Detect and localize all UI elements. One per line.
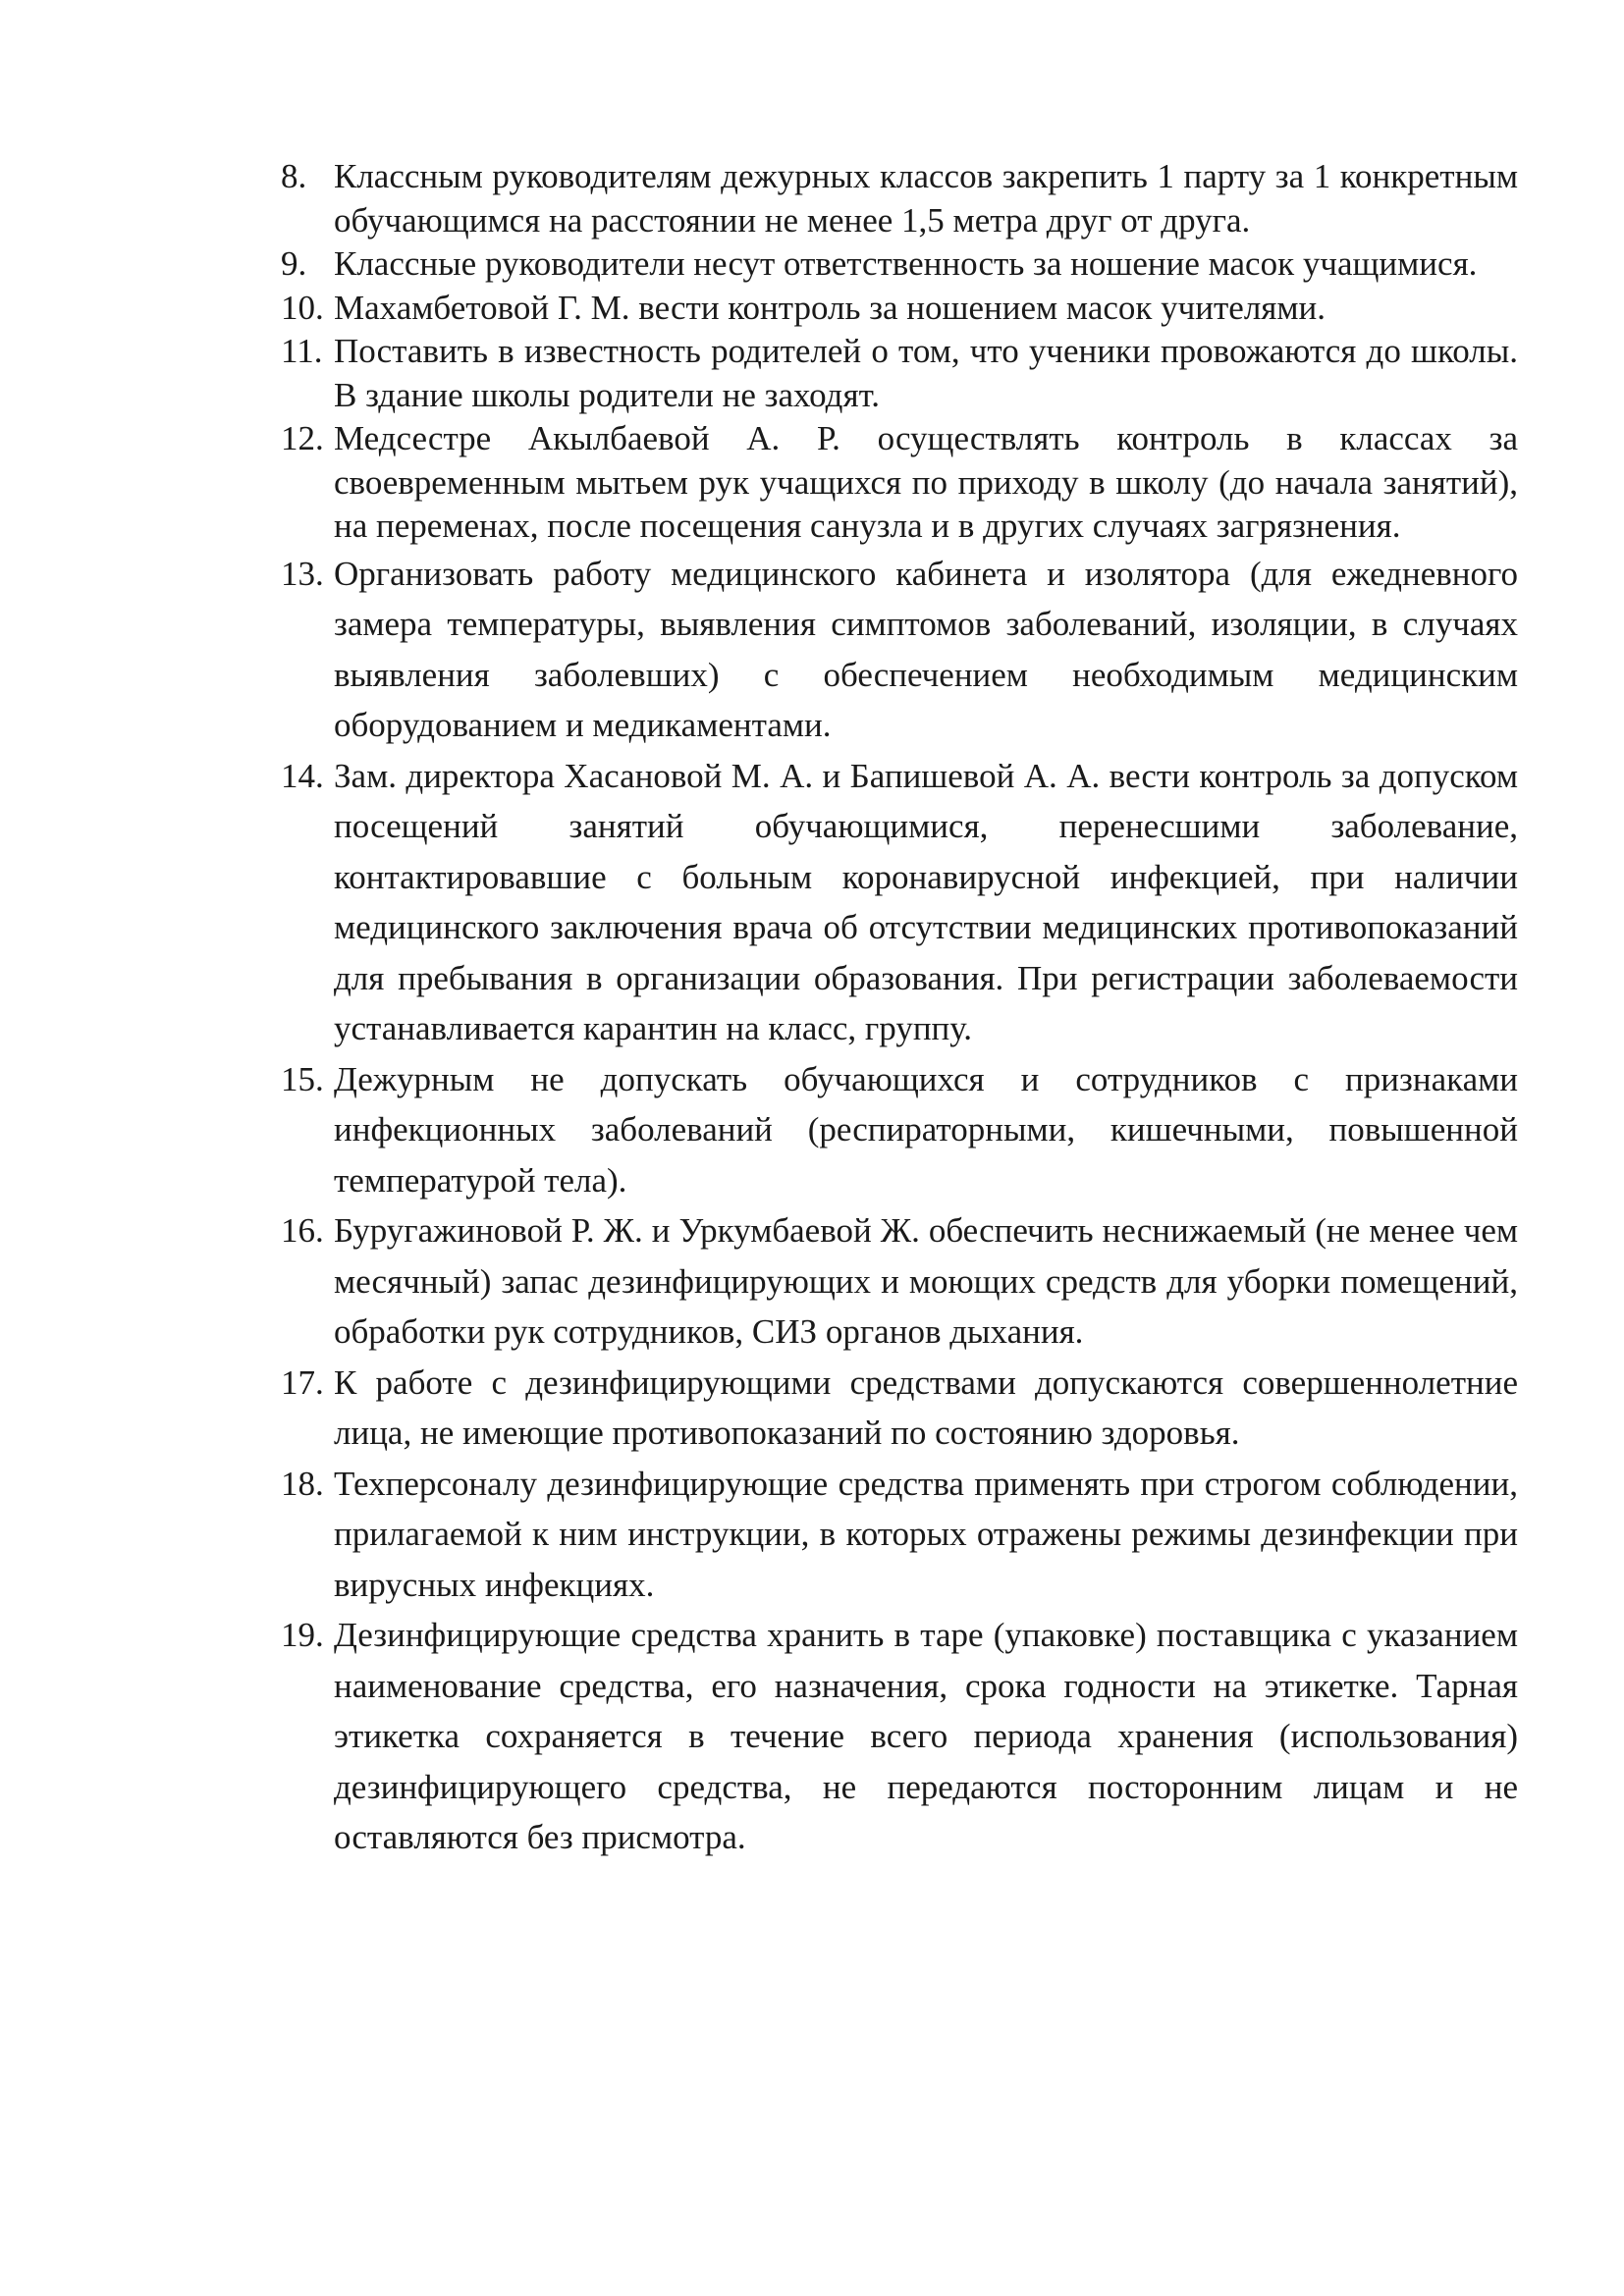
numbered-list [281,155,1518,1863]
item-number: 19. [281,1616,324,1654]
item-number: 8. [281,157,307,195]
item-number: 18. [281,1464,324,1503]
list-item-12 [281,417,1518,549]
list-item-9 [281,242,1518,287]
list-item-14 [281,751,1518,1054]
item-number: 9. [281,244,307,283]
item-number: 12. [281,419,324,457]
list-item-16 [281,1205,1518,1358]
item-text: Организовать работу медицинского кабинета и изолятора (для ежедневного замера температуры, выявления симптомов заболеваний, изоляции, в случаях выявления заболевших) с обеспечением необходимым медицинским оборудованием и медикаментами. [334,554,1518,744]
list-item-18 [281,1459,1518,1611]
list-item-13 [281,549,1518,751]
item-number: 17. [281,1362,324,1402]
item-text: Классные руководители несут ответственность за ношение масок учащимися. [334,244,1478,283]
list-item-8 [281,155,1518,242]
list-item-11 [281,330,1518,417]
item-number: 14. [281,756,324,795]
item-text: Поставить в известность родителей о том, что ученики провожаются до школы. В здание школы родители не заходят. [334,332,1518,414]
item-text: Техперсоналу дезинфицирующие средства применять при строгом соблюдении, прилагаемой к ним инструкции, в которых отражены режимы дезинфекции при вирусных инфекциях. [334,1464,1518,1604]
list-item-10 [281,287,1518,331]
item-text: Медсестре Акылбаевой А. Р. осуществлять контроль в классах за своевременным мытьем рук учащихся по приходу в школу (до начала занятий), на переменах, после посещения санузла и в других случаях загрязнения. [334,419,1518,545]
list-item-17 [281,1358,1518,1459]
item-text: Зам. директора Хасановой М. А. и Бапишевой А. А. вести контроль за допуском посещений занятий обучающимися, перенесшими заболевание, контактировавшие с больным коронавирусной инфекцией, при наличии медицинского заключения врача об отсутствии медицинских противопоказаний для пребывания в организации образования. При регистрации заболеваемости устанавливается карантин на класс, группу. [334,756,1518,1047]
item-text: Махамбетовой Г. М. вести контроль за ношением масок учителями. [334,288,1326,327]
item-text: Дезинфицирующие средства хранить в таре (упаковке) поставщика с указанием наименование средства, его назначения, срока годности на этикетке. Тарная этикетка сохраняется в течение всего периода хранения (использования) дезинфицирующего средства, не передаются посторонним лицам и не оставляются без присмотра. [334,1616,1518,1856]
item-number: 15. [281,1059,324,1098]
list-item-19 [281,1610,1518,1863]
item-number: 11. [281,332,323,370]
item-text: Классным руководителям дежурных классов закрепить 1 парту за 1 конкретным обучающимся на расстоянии не менее 1,5 метра друг от друга. [334,157,1518,240]
item-number: 10. [281,288,324,327]
item-number: 13. [281,554,324,593]
item-text: Дежурным не допускать обучающихся и сотрудников с признаками инфекционных заболеваний (респираторными, кишечными, повышенной температурой тела). [334,1059,1518,1200]
item-number: 16. [281,1211,324,1250]
list-item-15 [281,1054,1518,1206]
item-text: Буругажиновой Р. Ж. и Уркумбаевой Ж. обеспечить неснижаемый (не менее чем месячный) запас дезинфицирующих и моющих средств для уборки помещений, обработки рук сотрудников, СИЗ органов дыхания. [334,1211,1518,1351]
item-text: К работе с дезинфицирующими средствами допускаются совершеннолетние лица, не имеющие противопоказаний по состоянию здоровья. [334,1362,1518,1452]
